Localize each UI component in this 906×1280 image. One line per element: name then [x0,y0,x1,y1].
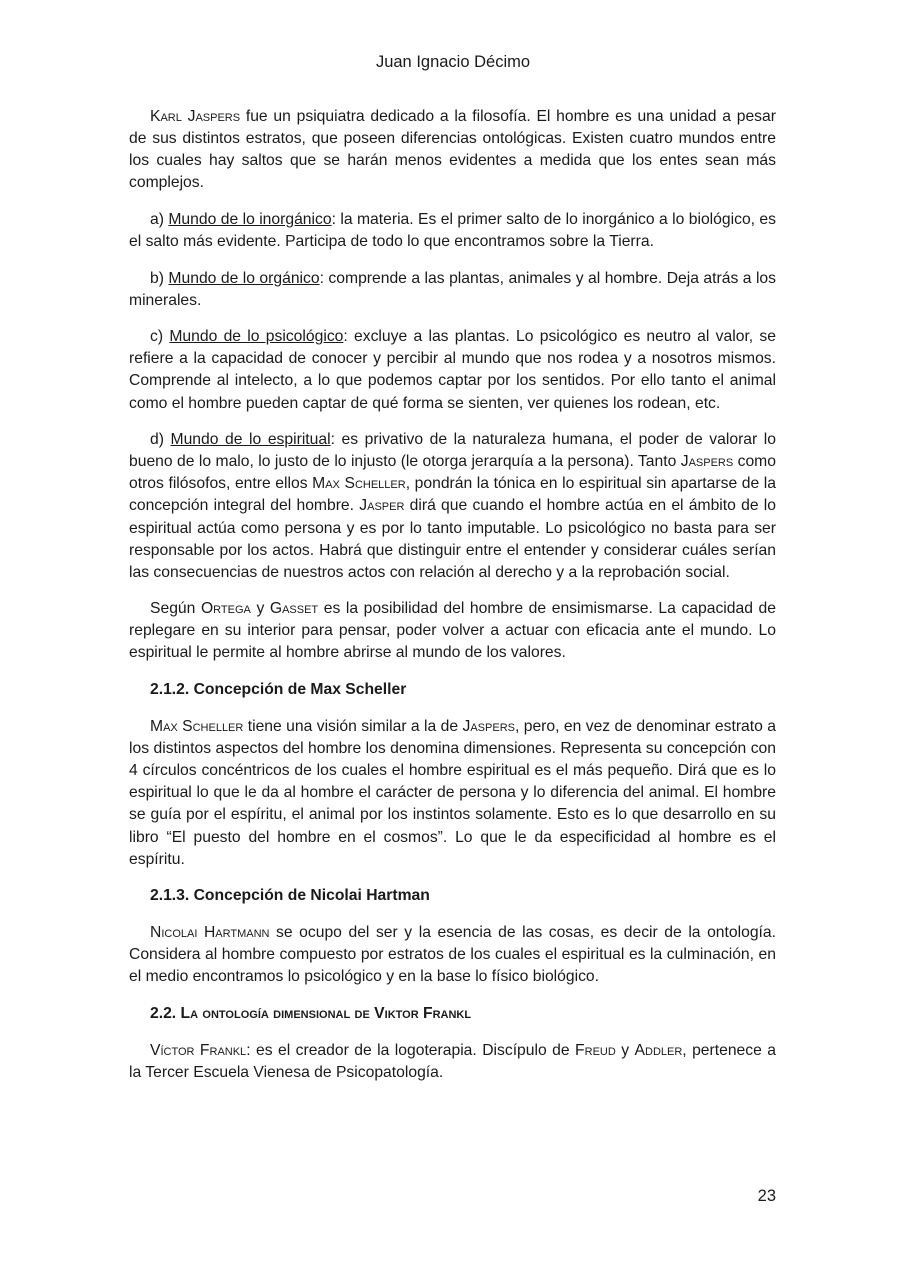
section-heading-hartman: 2.1.3. Concepción de Nicolai Hartman [150,887,430,905]
author-name: Jasper [359,497,405,515]
author-name: Karl Jaspers [150,108,241,125]
author-name: Addler [634,1042,683,1059]
section-heading-scheller: 2.1.2. Concepción de Max Scheller [150,681,407,699]
paragraph-inorganic-world: a) Mundo de lo inorgánico: la materia. Es el primer salto de lo inorgánico a lo biológico, es el salto más evidente. Participa de todo lo que encontramos sobre la Tierra. [129,210,776,250]
author-name: Freud [575,1042,616,1059]
author-name: Jaspers [680,453,734,471]
running-header: Juan Ignacio Décimo [375,53,531,71]
paragraph-scheller: Max Scheller tiene una visión similar a la de Jaspers, pero, en vez de denominar estrato a los distintos aspectos del hombre los denomina dimensiones. Representa su concepción con 4 círculos concéntricos de los cuales el hombre espiritual es el más pequeño. Dirá que es lo espiritual lo que le da al hombre el carácter de persona y lo diferencia del animal. El hombre se guía por el espíritu, el animal por los instintos solamente. Esto es lo que desarrollo en su libro “El puesto del hombre en el cosmos”. Lo que le da especificidad al hombre es el espíritu. [129,718,776,868]
section-heading-frankl: 2.2. La ontología dimensional de Viktor Frankl [150,1005,472,1022]
paragraph-frankl: Víctor Frankl: es el creador de la logoterapia. Discípulo de Freud y Addler, pertenece a la Tercer Escuela Vienesa de Psicopatología. [129,1042,777,1082]
author-name: Max Scheller [312,475,406,493]
author-name: Nicolai Hartmann [150,924,270,942]
author-name: Gasset [269,600,319,618]
author-name: Max Scheller [150,718,244,736]
paragraph-organic-world: b) Mundo de lo orgánico: comprende a las plantas, animales y al hombre. Deja atrás a los minerales. [129,269,776,309]
author-name: Víctor Frankl [150,1042,247,1059]
term-spiritual: Mundo de lo espiritual [170,431,331,449]
paragraph-psychological-world: c) Mundo de lo psicológico: excluye a las plantas. Lo psicológico es neutro al valor, se refiere a la capacidad de conocer y percibir al mundo que nos rodea y a nosotros mismos. Comprende al intelecto, a lo que podemos captar por los sentidos. Por ello tanto el animal como el hombre pueden captar de qué forma se sienten, ver quienes los rodean, etc. [129,328,776,412]
paragraph-jaspers-intro: Karl Jaspers fue un psiquiatra dedicado a la filosofía. El hombre es una unidad a pesar de sus distintos estratos, que poseen diferencias ontológicas. Existen cuatro mundos entre los cuales hay saltos que se harán menos evidentes a medida que los entes sean más complejos. [129,108,776,192]
paragraph-hartmann: Nicolai Hartmann se ocupo del ser y la esencia de las cosas, es decir de la ontología. Considera al hombre compuesto por estratos de los cuales el espiritual es la culminación, en el medio encontramos lo psicológico y en la base lo físico biológico. [129,924,776,986]
term-psychological: Mundo de lo psicológico [169,328,344,346]
page-number: 23 [757,1187,776,1205]
paragraph-ortega-gasset: Según Ortega y Gasset es la posibilidad del hombre de ensimismarse. La capacidad de replegare en su interior para pensar, poder volver a actuar con eficacia ante el mundo. Lo espiritual le permite al hombre abrirse al mundo de los valores. [129,600,776,662]
term-inorganic: Mundo de lo inorgánico [168,210,332,228]
paragraph-spiritual-world: d) Mundo de lo espiritual: es privativo de la naturaleza humana, el poder de valorar lo bueno de lo malo, lo justo de lo injusto (le otorga jerarquía a la persona). Tanto Jaspers como otros filósofos, entre ellos Max Scheller, pondrán la tónica en lo espiritual sin apartarse de la concepción integral del hombre. Jasper dirá que cuando el hombre actúa en el ámbito de lo espiritual actúa como persona y es por lo tanto imputable. Lo psicológico no basta para ser responsable por los actos. Habrá que distinguir entre el entender y considerar cuáles serían las consecuencias de nuestros actos con relación al derecho y a la reprobación social. [129,431,777,581]
page-body [129,106,776,1099]
author-name: Ortega [200,600,251,618]
term-organic: Mundo de lo orgánico [168,269,320,287]
author-name: Jaspers [462,718,515,736]
